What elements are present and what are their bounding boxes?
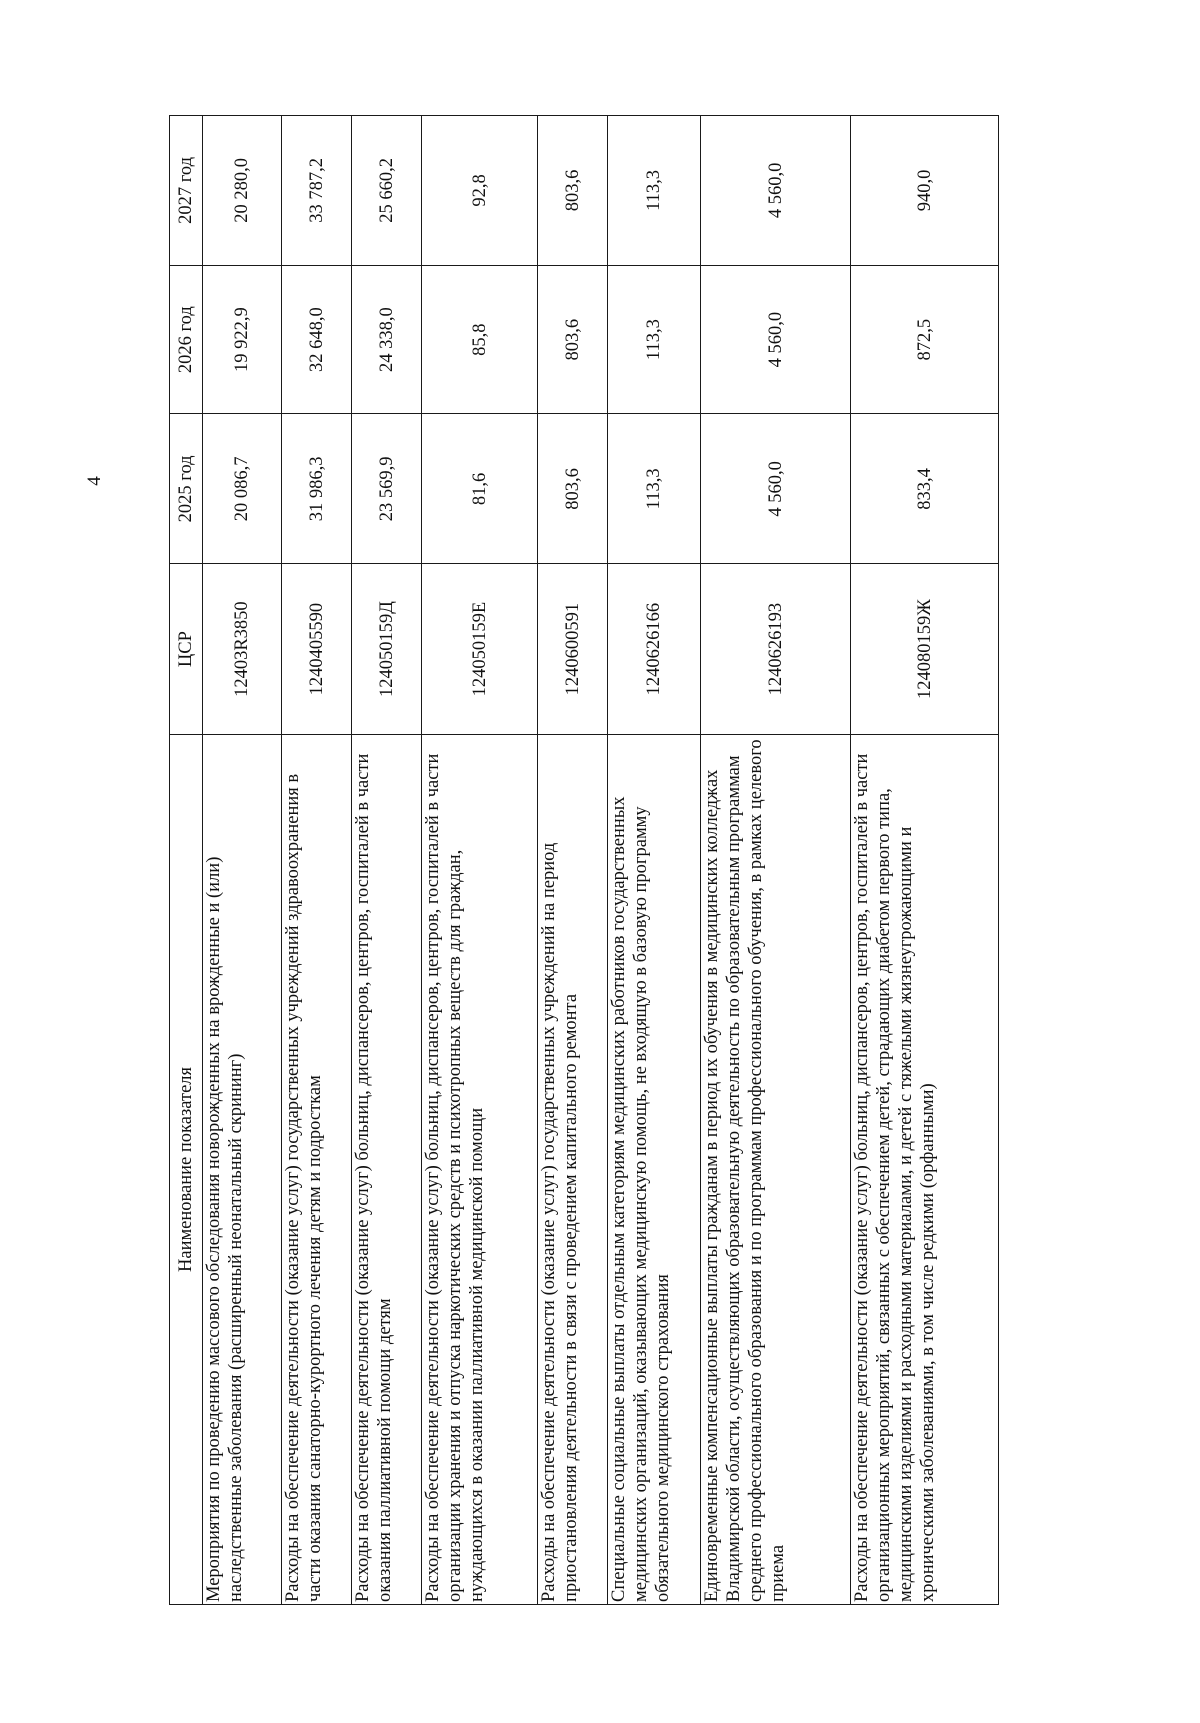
table-row — [538, 116, 608, 1605]
row-2026: 24 338,0 — [352, 265, 422, 414]
row-2026: 113,3 — [608, 265, 701, 414]
row-2026: 19 922,9 — [203, 265, 282, 414]
row-2025: 4 560,0 — [701, 414, 851, 564]
row-2027: 4 560,0 — [701, 116, 851, 266]
row-name: Расходы на обеспечение деятельности (оказание услуг) государственных учреждений здравоохранения в части оказания санаторно-курортного лечения детям и подросткам — [282, 734, 352, 1604]
row-name: Расходы на обеспечение деятельности (оказание услуг) больниц, диспансеров, центров, госпиталей в части организации хранения и отпуска наркотических средств и психотропных веществ для граждан, нуждающихся в оказании паллиативной медицинской помощи — [422, 734, 538, 1604]
row-name: Единовременные компенсационные выплаты гражданам в период их обучения в медицинских колледжах Владимирской области, осуществляющих образовательную деятельность по образовательным программам среднего профессионального образования и по программам профессионального обучения, в рамках целевого приема — [701, 734, 851, 1604]
row-2027: 25 660,2 — [352, 116, 422, 266]
row-name: Мероприятия по проведению массового обследования новорожденных на врожденные и (или) наследственные заболевания (расширенный неонатальный скрининг) — [203, 734, 282, 1604]
row-2025: 20 086,7 — [203, 414, 282, 564]
row-2025: 81,6 — [422, 414, 538, 564]
table-row — [352, 116, 422, 1605]
row-2025: 113,3 — [608, 414, 701, 564]
row-name: Специальные социальные выплаты отдельным категориям медицинских работников государственных медицинских организаций, оказывающих медицинскую помощь, не входящую в базовую программу обязательного медицинского страхования — [608, 734, 701, 1604]
row-name: Расходы на обеспечение деятельности (оказание услуг) больниц, диспансеров, центров, госпиталей в части организационных мероприятий, связанных с обеспечением детей, страдающих диабетом первого типа, медицинскими изделиями и расходными материалами, и детей с тяжелыми жизнеугрожающими и хроническими заболеваниями, в том числе редкими (орфанными) — [851, 734, 999, 1604]
row-2027: 20 280,0 — [203, 116, 282, 266]
budget-table-rotated — [169, 115, 997, 1605]
row-2025: 833,4 — [851, 414, 999, 564]
row-csr: 124050159Д — [352, 564, 422, 735]
row-2027: 803,6 — [538, 116, 608, 266]
row-2025: 803,6 — [538, 414, 608, 564]
table-row — [608, 116, 701, 1605]
header-csr: ЦСР — [170, 564, 203, 735]
row-2026: 85,8 — [422, 265, 538, 414]
row-csr: 12403R3850 — [203, 564, 282, 735]
row-2026: 4 560,0 — [701, 265, 851, 414]
row-csr: 1240626193 — [701, 564, 851, 735]
table-row — [203, 116, 282, 1605]
row-csr: 124080159Ж — [851, 564, 999, 735]
row-2025: 23 569,9 — [352, 414, 422, 564]
row-2027: 940,0 — [851, 116, 999, 266]
row-2027: 33 787,2 — [282, 116, 352, 266]
page-number: 4 — [84, 476, 105, 486]
row-csr: 1240600591 — [538, 564, 608, 735]
header-name: Наименование показателя — [170, 734, 203, 1604]
table-header-row — [170, 116, 203, 1605]
table-row — [851, 116, 999, 1605]
table-row — [701, 116, 851, 1605]
row-name: Расходы на обеспечение деятельности (оказание услуг) больниц, диспансеров, центров, госпиталей в части оказания паллиативной помощи детям — [352, 734, 422, 1604]
table-row — [422, 116, 538, 1605]
row-2026: 803,6 — [538, 265, 608, 414]
budget-table — [169, 115, 999, 1605]
row-2027: 92,8 — [422, 116, 538, 266]
row-2026: 32 648,0 — [282, 265, 352, 414]
header-2025: 2025 год — [170, 414, 203, 564]
row-2025: 31 986,3 — [282, 414, 352, 564]
row-csr: 1240626166 — [608, 564, 701, 735]
row-csr: 1240405590 — [282, 564, 352, 735]
row-csr: 124050159Е — [422, 564, 538, 735]
header-2026: 2026 год — [170, 265, 203, 414]
row-2027: 113,3 — [608, 116, 701, 266]
table-row — [282, 116, 352, 1605]
row-name: Расходы на обеспечение деятельности (оказание услуг) государственных учреждений на период приостановления деятельности в связи с проведением капитального ремонта — [538, 734, 608, 1604]
header-2027: 2027 год — [170, 116, 203, 266]
row-2026: 872,5 — [851, 265, 999, 414]
